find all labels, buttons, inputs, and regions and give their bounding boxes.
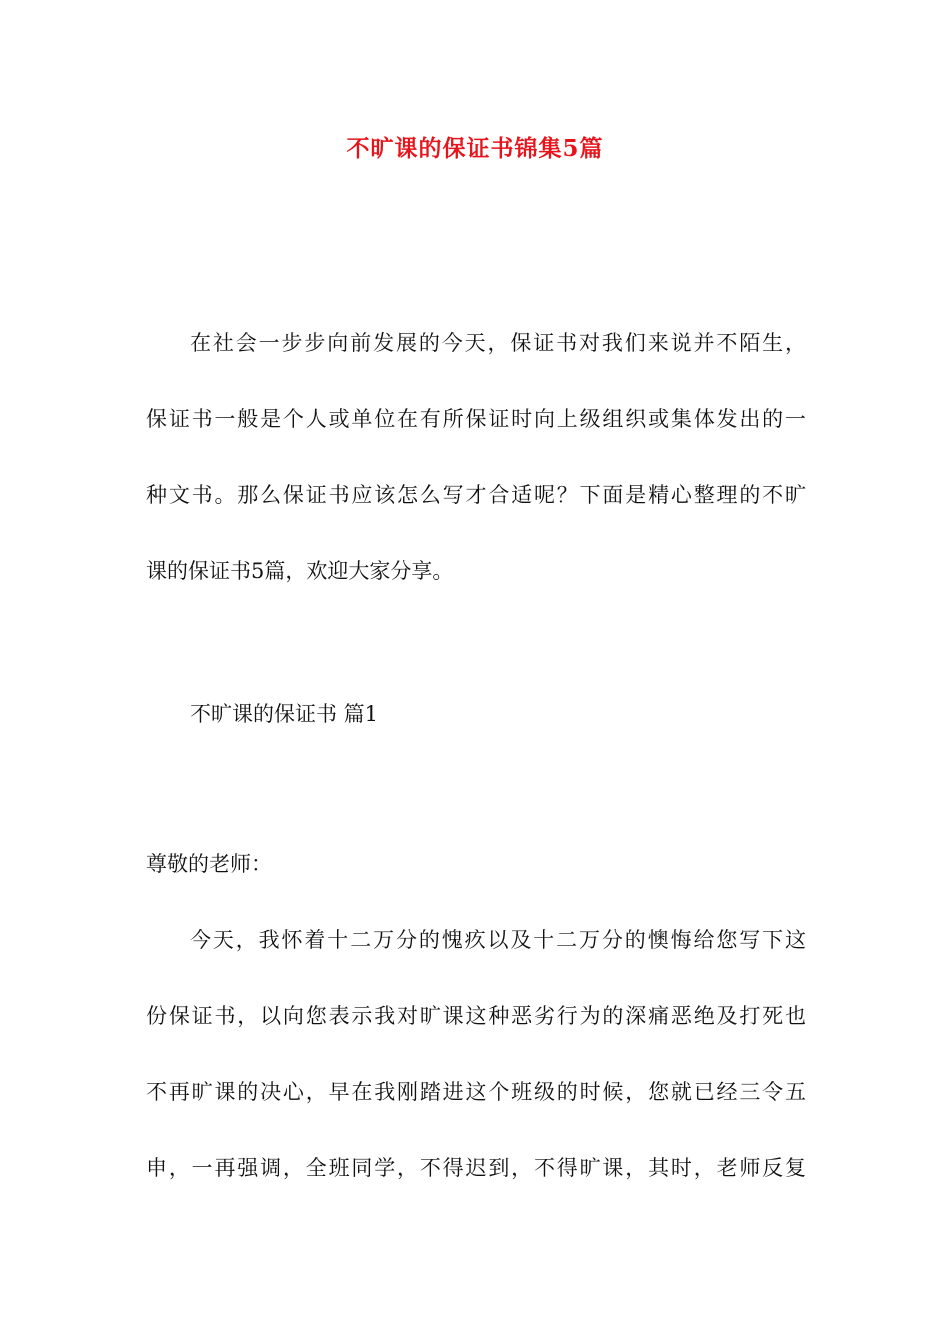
section-heading: 不旷课的保证书 篇1 (190, 702, 379, 726)
salutation: 尊敬的老师： (146, 852, 272, 876)
body-line: 申，一再强调，全班同学，不得迟到，不得旷课，其时，老师反复 (146, 1156, 806, 1180)
body-line: 今天，我怀着十二万分的愧疚以及十二万分的懊悔给您写下这 (190, 928, 806, 952)
body-line: 份保证书，以向您表示我对旷课这种恶劣行为的深痛恶绝及打死也 (146, 1004, 806, 1028)
intro-line: 保证书一般是个人或单位在有所保证时向上级组织或集体发出的一 (146, 407, 806, 431)
body-paragraph (146, 902, 806, 1206)
intro-line: 种文书。那么保证书应该怎么写才合适呢？下面是精心整理的不旷 (146, 483, 806, 507)
intro-line: 在社会一步步向前发展的今天，保证书对我们来说并不陌生， (190, 331, 806, 355)
intro-line: 课的保证书5篇，欢迎大家分享。 (146, 559, 454, 583)
body-line: 不再旷课的决心，早在我刚踏进这个班级的时候，您就已经三令五 (146, 1080, 806, 1104)
document-title: 不旷课的保证书锦集5篇 (346, 135, 604, 162)
intro-paragraph (146, 305, 806, 609)
